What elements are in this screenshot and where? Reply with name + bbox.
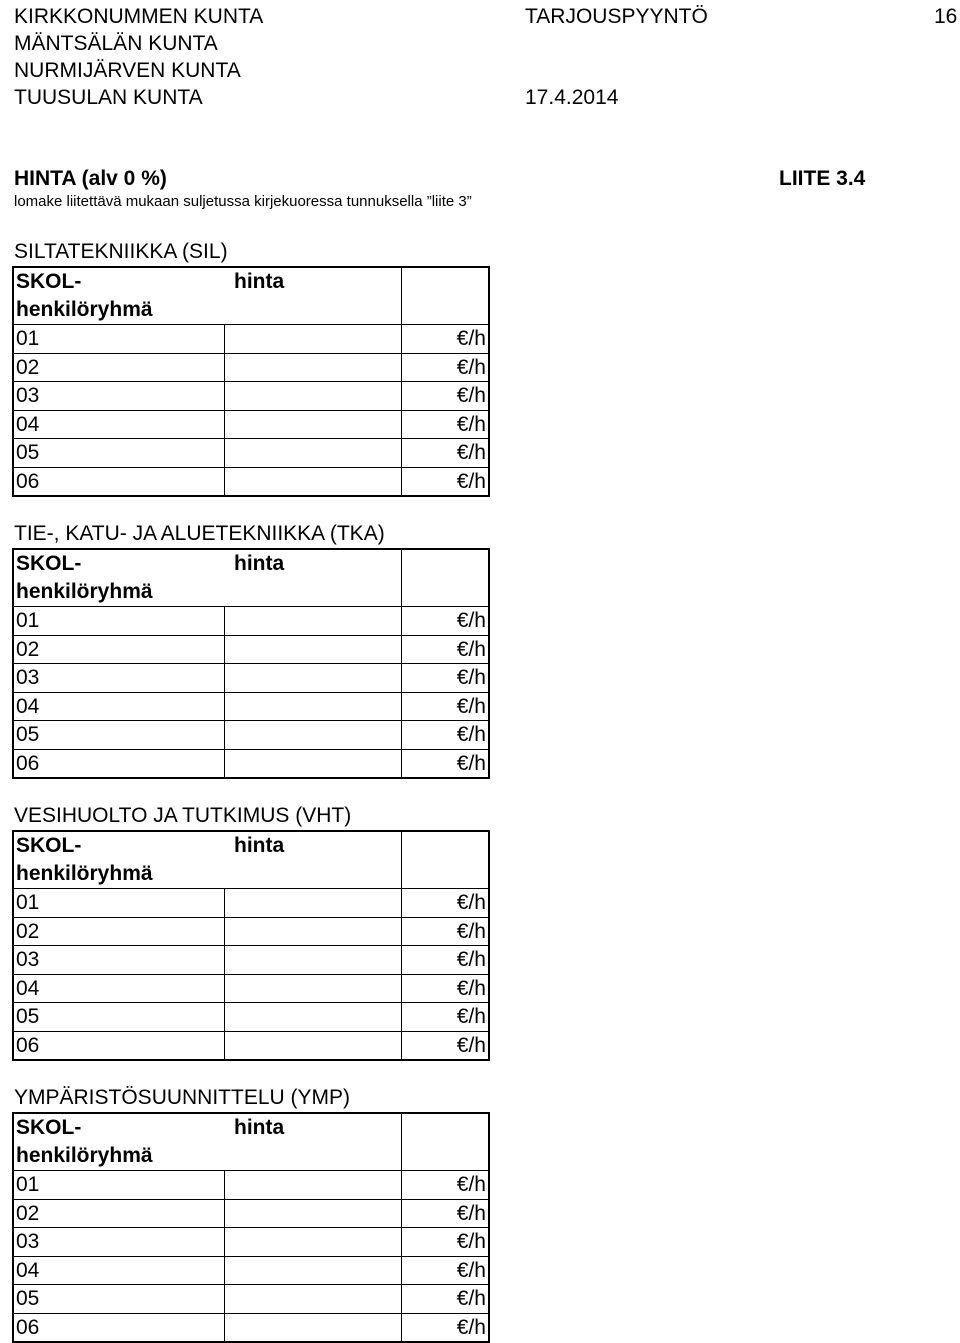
unit-label: €/h — [402, 1313, 490, 1342]
price-cell[interactable] — [224, 1199, 402, 1228]
page-number: 16 — [934, 5, 958, 28]
table-row — [13, 635, 489, 664]
table-row — [13, 382, 489, 411]
price-header: hinta — [224, 831, 402, 889]
table-row — [13, 410, 489, 439]
table-row — [13, 1199, 489, 1228]
price-cell[interactable] — [224, 946, 402, 975]
price-table-sil — [12, 266, 490, 497]
price-cell[interactable] — [224, 1285, 402, 1314]
unit-label: €/h — [402, 1228, 490, 1257]
group-code: 01 — [13, 325, 224, 354]
group-code: 04 — [13, 410, 224, 439]
price-table-vht — [12, 830, 490, 1061]
unit-label: €/h — [402, 325, 490, 354]
unit-label: €/h — [402, 917, 490, 946]
group-code: 05 — [13, 1003, 224, 1032]
price-table-ymp — [12, 1112, 490, 1343]
price-header: hinta — [224, 549, 402, 607]
group-code: 05 — [13, 1285, 224, 1314]
table-row — [13, 1003, 489, 1032]
table-row — [13, 439, 489, 468]
price-cell[interactable] — [224, 664, 402, 693]
appendix-label: LIITE 3.4 — [779, 167, 866, 190]
doc-type: TARJOUSPYYNTÖ — [525, 5, 708, 28]
unit-label: €/h — [402, 353, 490, 382]
group-header: SKOL- henkilöryhmä — [13, 549, 224, 607]
price-header: hinta — [224, 267, 402, 325]
price-cell[interactable] — [224, 325, 402, 354]
price-cell[interactable] — [224, 635, 402, 664]
municipality-2: MÄNTSÄLÄN KUNTA — [14, 32, 218, 55]
group-code: 06 — [13, 749, 224, 778]
section-title-ymp: YMPÄRISTÖSUUNNITTELU (YMP) — [14, 1086, 351, 1109]
table-row — [13, 749, 489, 778]
group-code: 01 — [13, 607, 224, 636]
unit-label: €/h — [402, 410, 490, 439]
unit-label: €/h — [402, 889, 490, 918]
price-cell[interactable] — [224, 467, 402, 496]
unit-label: €/h — [402, 974, 490, 1003]
unit-label: €/h — [402, 467, 490, 496]
group-code: 03 — [13, 382, 224, 411]
table-row — [13, 664, 489, 693]
price-cell[interactable] — [224, 1171, 402, 1200]
unit-label: €/h — [402, 1031, 490, 1060]
unit-label: €/h — [402, 1171, 490, 1200]
price-table-tka — [12, 548, 490, 779]
price-cell[interactable] — [224, 607, 402, 636]
price-cell[interactable] — [224, 721, 402, 750]
unit-label: €/h — [402, 635, 490, 664]
price-cell[interactable] — [224, 749, 402, 778]
price-cell[interactable] — [224, 410, 402, 439]
table-row — [13, 946, 489, 975]
table-row — [13, 721, 489, 750]
price-cell[interactable] — [224, 1313, 402, 1342]
municipality-3: NURMIJÄRVEN KUNTA — [14, 59, 241, 82]
price-header: hinta — [224, 1113, 402, 1171]
section-title-tka: TIE-, KATU- JA ALUETEKNIIKKA (TKA) — [14, 522, 385, 545]
group-code: 01 — [13, 889, 224, 918]
unit-label: €/h — [402, 749, 490, 778]
price-cell[interactable] — [224, 974, 402, 1003]
table-row — [13, 1031, 489, 1060]
group-code: 04 — [13, 974, 224, 1003]
table-row — [13, 692, 489, 721]
unit-label: €/h — [402, 1285, 490, 1314]
group-code: 03 — [13, 664, 224, 693]
price-cell[interactable] — [224, 353, 402, 382]
price-cell[interactable] — [224, 439, 402, 468]
group-code: 02 — [13, 1199, 224, 1228]
table-row — [13, 1228, 489, 1257]
table-row — [13, 1171, 489, 1200]
group-code: 01 — [13, 1171, 224, 1200]
price-cell[interactable] — [224, 1228, 402, 1257]
group-code: 02 — [13, 917, 224, 946]
group-code: 02 — [13, 635, 224, 664]
unit-label: €/h — [402, 1003, 490, 1032]
unit-label: €/h — [402, 1256, 490, 1285]
group-code: 05 — [13, 439, 224, 468]
group-code: 04 — [13, 692, 224, 721]
group-header: SKOL- henkilöryhmä — [13, 267, 224, 325]
table-row — [13, 325, 489, 354]
price-cell[interactable] — [224, 1256, 402, 1285]
group-code: 05 — [13, 721, 224, 750]
group-code: 06 — [13, 467, 224, 496]
unit-label: €/h — [402, 946, 490, 975]
table-row — [13, 607, 489, 636]
table-row — [13, 1285, 489, 1314]
section-title-vht: VESIHUOLTO JA TUTKIMUS (VHT) — [14, 804, 352, 827]
doc-date: 17.4.2014 — [525, 86, 619, 109]
unit-label: €/h — [402, 1199, 490, 1228]
group-header: SKOL- henkilöryhmä — [13, 1113, 224, 1171]
group-code: 06 — [13, 1313, 224, 1342]
unit-label: €/h — [402, 439, 490, 468]
table-row — [13, 1313, 489, 1342]
unit-label: €/h — [402, 607, 490, 636]
table-row — [13, 1256, 489, 1285]
table-row — [13, 889, 489, 918]
group-code: 03 — [13, 1228, 224, 1257]
price-cell[interactable] — [224, 1031, 402, 1060]
section-title-sil: SILTATEKNIIKKA (SIL) — [14, 240, 228, 263]
price-cell[interactable] — [224, 382, 402, 411]
group-code: 02 — [13, 353, 224, 382]
price-cell[interactable] — [224, 1003, 402, 1032]
instruction-note: lomake liitettävä mukaan suljetussa kirjekuoressa tunnuksella ”liite 3” — [14, 193, 472, 210]
unit-label: €/h — [402, 692, 490, 721]
unit-label: €/h — [402, 382, 490, 411]
table-row — [13, 974, 489, 1003]
price-cell[interactable] — [224, 889, 402, 918]
unit-label: €/h — [402, 664, 490, 693]
table-row — [13, 467, 489, 496]
group-code: 04 — [13, 1256, 224, 1285]
municipality-1: KIRKKONUMMEN KUNTA — [14, 5, 264, 28]
page-title: HINTA (alv 0 %) — [14, 167, 167, 190]
price-cell[interactable] — [224, 692, 402, 721]
group-code: 06 — [13, 1031, 224, 1060]
table-row — [13, 353, 489, 382]
unit-label: €/h — [402, 721, 490, 750]
group-code: 03 — [13, 946, 224, 975]
municipality-4: TUUSULAN KUNTA — [14, 86, 203, 109]
table-row — [13, 917, 489, 946]
price-cell[interactable] — [224, 917, 402, 946]
group-header: SKOL- henkilöryhmä — [13, 831, 224, 889]
